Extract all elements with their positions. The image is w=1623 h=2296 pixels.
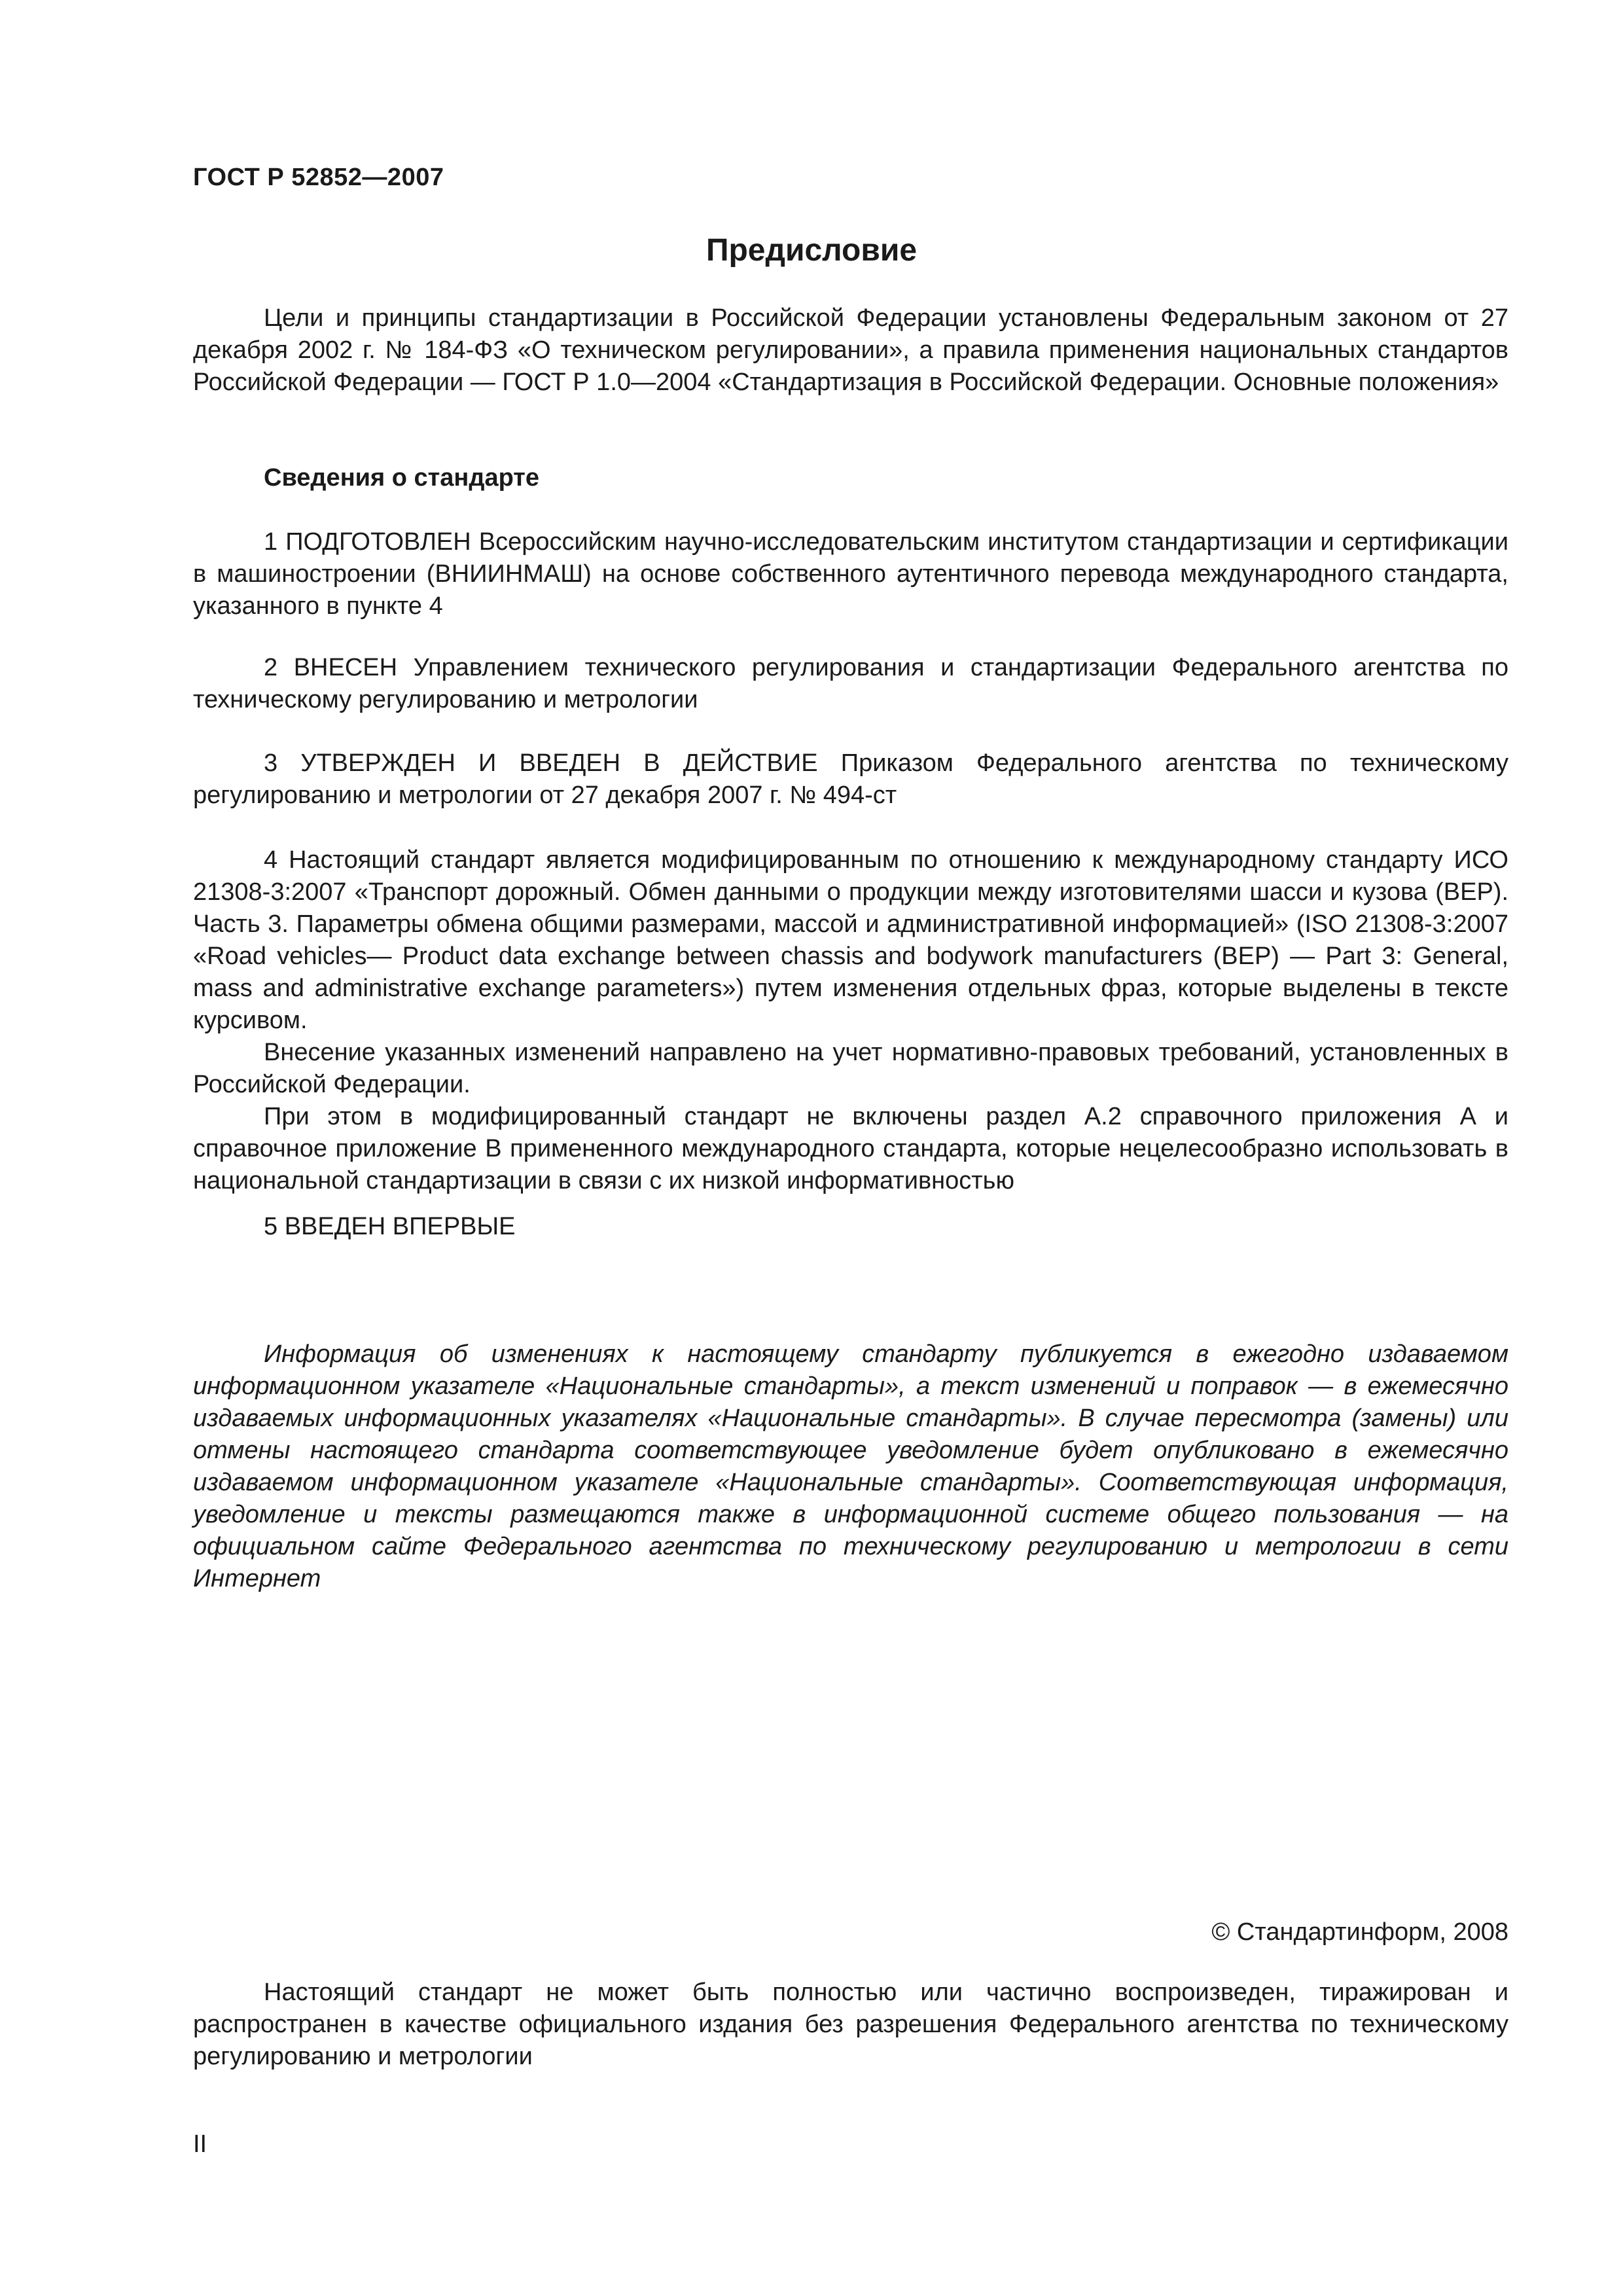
item-5-block [193,1211,1508,1243]
item-4-paragraph: 4 Настоящий стандарт является модифицированным по отношению к международному стандарту ИСО 21308-3:2007 «Транспорт дорожный. Обмен данными о продукции между изготовителями шасси и кузова (BEP). Часть 3. Параметры обмена общими размерами, массой и административной информацией» (ISO 21308-3:2007 «Road vehicles— Product data exchange between chassis and bodywork manufacturers (BEP) — Part 3: General, mass and administrative exchange parameters») путем изменения отдельных фраз, которые выделены в тексте курсивом. [193,846,1508,1034]
page-number: II [193,2130,207,2158]
item-2-paragraph: 2 ВНЕСЕН Управлением технического регулирования и стандартизации Федерального агентства по техническому регулированию и метрологии [193,654,1508,713]
item-1-block [193,526,1508,622]
item-4-exclusions-paragraph: При этом в модифицированный стандарт не включены раздел А.2 справочного приложения А и справочное приложение В примененного международного стандарта, которые нецелесообразно использовать в национальной стандартизации в связи с их низкой информативностью [193,1103,1508,1194]
item-4-amendments-paragraph: Внесение указанных изменений направлено на учет нормативно-правовых требований, установленных в Российской Федерации. [193,1039,1508,1098]
intro-paragraph: Цели и принципы стандартизации в Российской Федерации установлены Федеральным законом от 27 декабря 2002 г. № 184-ФЗ «О техническом регулировании», а правила применения национальных стандартов Российской Федерации — ГОСТ Р 1.0—2004 «Стандартизация в Российской Федерации. Основные положения» [193,304,1508,396]
item-3-block [193,747,1508,812]
item-5-paragraph: 5 ВВЕДЕН ВПЕРВЫЕ [264,1213,516,1240]
rights-block [193,1977,1508,2073]
item-2-block [193,652,1508,716]
intro-paragraph-block [193,302,1508,399]
item-1-paragraph: 1 ПОДГОТОВЛЕН Всероссийским научно-исследовательским институтом стандартизации и сертификации в машиностроении (ВНИИНМАШ) на основе собственного аутентичного перевода международного стандарта, указанного в пункте 4 [193,528,1508,620]
notice-block [193,1338,1508,1595]
info-heading: Сведения о стандарте [264,464,540,492]
info-heading-block [193,462,1508,494]
page-title: Предисловие [705,233,918,268]
document-code-header: ГОСТ Р 52852—2007 [193,164,444,191]
item-3-paragraph: 3 УТВЕРЖДЕН И ВВЕДЕН В ДЕЙСТВИЕ Приказом Федерального агентства по техническому регулированию и метрологии от 27 декабря 2007 г. № 494-ст [193,749,1508,809]
amendments-notice-paragraph: Информация об изменениях к настоящему стандарту публикуется в ежегодно издаваемом информационном указателе «Национальные стандарты», а текст изменений и поправок — в ежемесячно издаваемых информационных указателях «Национальные стандарты». В случае пересмотра (замены) или отмены настоящего стандарта соответствующее уведомление будет опубликовано в ежемесячно издаваемом информационном указателе «Национальные стандарты». Соответствующая информация, уведомление и тексты размещаются также в информационной системе общего пользования — на официальном сайте Федерального агентства по техническому регулированию и метрологии в сети Интернет [193,1340,1508,1592]
rights-paragraph: Настоящий стандарт не может быть полностью или частично воспроизведен, тиражирован и распространен в качестве официального издания без разрешения Федерального агентства по техническому регулированию и метрологии [193,1979,1508,2070]
copyright-line: © Стандартинформ, 2008 [1211,1918,1508,1946]
item-4-block [193,844,1508,1197]
